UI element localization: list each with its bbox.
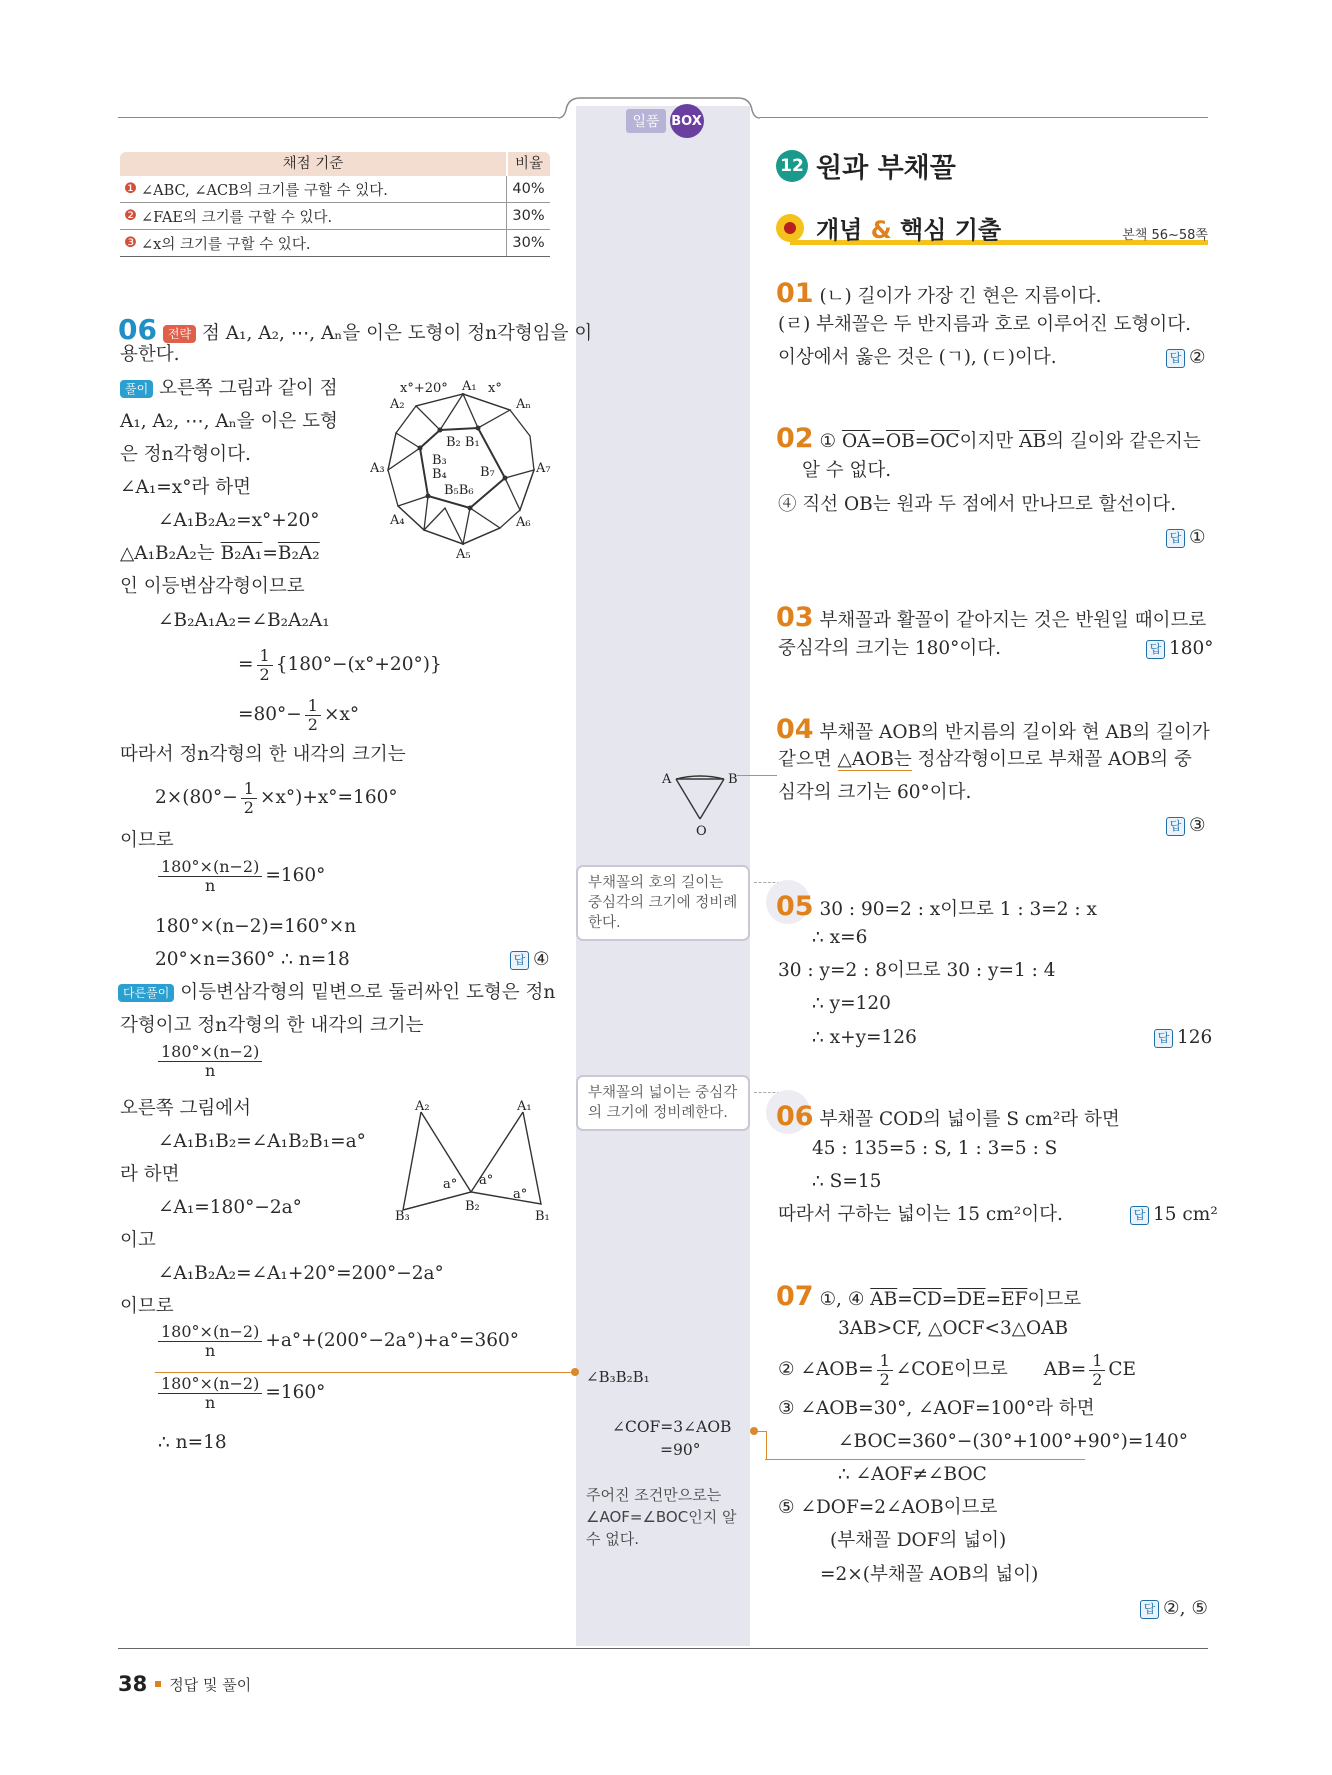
q01-line: (ㄴ) 길이가 가장 긴 현은 지름이다.	[819, 286, 1102, 307]
fig2-label: A₂	[415, 1100, 430, 1114]
text: 이므로	[1027, 1289, 1082, 1310]
answer-05	[1154, 1029, 1212, 1048]
text: =	[238, 653, 254, 675]
text: CE	[1108, 1358, 1137, 1380]
fig1-label: A₅	[456, 547, 471, 558]
alt-line: ∠A₁B₁B₂=∠A₁B₂B₁=a°	[158, 1131, 366, 1152]
solution-line	[238, 647, 442, 683]
score-row-pct: 40%	[512, 181, 545, 197]
answer-icon: 답	[1130, 1206, 1149, 1225]
triangles-figure	[395, 1100, 555, 1220]
fig2-label: a°	[479, 1173, 494, 1188]
answer-03	[1146, 640, 1214, 659]
solution-line: ∠B₂A₁A₂=∠B₂A₂A₁	[158, 610, 330, 631]
answer-value: 15 cm²	[1153, 1204, 1218, 1226]
q02-line: ④ 직선 OB는 원과 두 점에서 만나므로 할선이다.	[778, 494, 1177, 515]
solution-line	[120, 545, 320, 564]
text: =	[262, 543, 278, 564]
segment: $\overline{OB}$	[885, 431, 915, 452]
question-number: 06	[776, 1101, 814, 1132]
problem-06-header	[118, 313, 593, 346]
numerator: 1	[877, 1352, 893, 1371]
answer-icon: 답	[1140, 1600, 1159, 1619]
alt-line: ∠A₁B₂A₂=∠A₁+20°=200°−2a°	[158, 1263, 444, 1284]
fig3-label: B	[728, 772, 738, 787]
sector-figure	[660, 765, 740, 840]
score-row	[120, 176, 550, 203]
q02-line: 알 수 없다.	[802, 460, 892, 481]
text: ①	[819, 431, 842, 452]
fig2-label: A₁	[517, 1100, 532, 1114]
q05-line: 30 : 90=2 : x이므로 1 : 3=2 : x	[819, 899, 1097, 920]
solution-line: 따라서 정n각형의 한 내각의 크기는	[120, 744, 406, 765]
fig1-label: A₂	[390, 397, 405, 412]
score-row-num: ❷	[124, 208, 137, 224]
alt-line: 이고	[120, 1230, 156, 1251]
segment: $\overline{DE}$	[957, 1289, 986, 1310]
solution-line: 오른쪽 그림과 같이 점	[159, 378, 338, 399]
q06-line: ∴ S=15	[812, 1171, 882, 1192]
segment: $\overline{AB}$	[1019, 431, 1047, 452]
denominator: 2	[1092, 1369, 1103, 1389]
numerator: 180°×(n−2)	[158, 858, 262, 877]
answer-icon: 답	[1146, 640, 1165, 659]
text: ①, ④	[819, 1289, 871, 1310]
leader-line	[754, 1431, 767, 1460]
numerator: 1	[241, 780, 257, 799]
text: 이지만	[959, 431, 1020, 452]
denominator: n	[205, 1060, 216, 1080]
score-header-criteria: 채점 기준	[120, 152, 506, 176]
fig1-label: A₄	[390, 513, 405, 528]
section-number: 12	[776, 150, 808, 182]
q07-line: ③ ∠AOB=30°, ∠AOF=100°라 하면	[778, 1398, 1095, 1419]
box-label-badge: BOX	[670, 104, 704, 138]
text: AB=	[1043, 1358, 1087, 1380]
q03-line: 중심각의 크기는 180°이다.	[778, 638, 1002, 659]
denominator: 2	[879, 1369, 890, 1389]
q04-line: 심각의 크기는 60°이다.	[778, 782, 972, 803]
top-rule-right	[760, 117, 1208, 118]
text: 의 길이와 같은지는	[1046, 431, 1201, 452]
q06-line: 따라서 구하는 넓이는 15 cm²이다.	[778, 1204, 1063, 1225]
question-number: 04	[776, 714, 814, 745]
text: +a°+(200°−2a°)+a°=360°	[265, 1329, 519, 1351]
fig3-label: A	[662, 772, 672, 787]
numerator: 1	[257, 647, 273, 666]
solution-line: ∠A₁B₂A₂=x°+20°	[158, 510, 320, 531]
solution-line: 이므로	[120, 830, 174, 851]
note-angle: ∠B₃B₂B₁	[586, 1368, 650, 1386]
strategy-badge: 전략	[163, 325, 196, 343]
text: =160°	[265, 1381, 326, 1403]
solution-line	[155, 858, 325, 894]
answer-04	[1166, 817, 1206, 836]
alt-line	[155, 1043, 265, 1079]
leader-line	[765, 1459, 1085, 1460]
q07-line: 3AB>CF, △OCF<3△OAB	[838, 1318, 1069, 1339]
page-number: 38	[118, 1672, 148, 1696]
alt-line: ∠A₁=180°−2a°	[158, 1197, 302, 1218]
fig1-label: A₁	[462, 379, 477, 394]
alt-line: ∴ n=18	[158, 1432, 227, 1453]
banner-word: 핵심 기출	[900, 216, 1002, 244]
leader-dot	[571, 1368, 579, 1376]
text: =160°	[265, 864, 326, 886]
denominator: 2	[307, 714, 318, 734]
fig1-label: B₄	[432, 467, 447, 482]
note-arc-length: 부채꼴의 호의 길이는 중심각의 크기에 정비례한다.	[576, 865, 750, 941]
text: =80°−	[238, 703, 302, 725]
score-row-num: ❸	[124, 235, 137, 251]
answer-icon: 답	[1166, 817, 1185, 836]
footer	[118, 1672, 251, 1696]
problem-number: 06	[118, 313, 157, 346]
segment: $\overline{OA}$	[841, 431, 871, 452]
answer-icon: 답	[1154, 1029, 1173, 1048]
question-number: 03	[776, 602, 814, 633]
top-rule-left	[118, 117, 558, 118]
answer-02	[1166, 529, 1206, 548]
q07-line: ∴ ∠AOF≠∠BOC	[838, 1464, 987, 1485]
q01-line: (ㄹ) 부채꼴은 두 반지름과 호로 이루어진 도형이다.	[778, 314, 1192, 335]
footer-rule	[118, 1648, 1208, 1649]
fig2-label: B₃	[395, 1209, 410, 1220]
numerator: 180°×(n−2)	[158, 1375, 262, 1394]
text: △A₁B₂A₂는	[120, 543, 215, 564]
q05-line: ∴ x+y=126	[812, 1027, 917, 1048]
solution-line: 인 이등변삼각형이므로	[120, 576, 305, 597]
banner-title	[816, 210, 1001, 245]
solution-badge: 풀이	[120, 380, 153, 398]
q06-line: 45 : 135=5 : S, 1 : 3=5 : S	[812, 1138, 1058, 1159]
text: ② ∠AOB=	[778, 1358, 874, 1380]
numerator: 180°×(n−2)	[158, 1043, 262, 1062]
q07-line: ⑤ ∠DOF=2∠AOB이므로	[778, 1497, 998, 1518]
score-row-pct: 30%	[512, 208, 545, 224]
segment: $\overline{EF}$	[1001, 1289, 1028, 1310]
solution-line	[238, 697, 359, 733]
answer-value: ①	[1189, 527, 1206, 549]
fig1-label: B₇	[480, 465, 495, 480]
question-number: 01	[776, 278, 814, 309]
segment: B₂A₂	[277, 543, 320, 564]
banner-dot-inner	[784, 222, 796, 234]
q03-line: 부채꼴과 활꼴이 같아지는 것은 반원일 때이므로	[819, 610, 1207, 631]
note-area: 부채꼴의 넓이는 중심각의 크기에 정비례한다.	[576, 1075, 750, 1131]
fig1-label: x°	[488, 381, 502, 396]
q07-line: ∠BOC=360°−(30°+100°+90°)=140°	[838, 1431, 1188, 1452]
leader-line	[737, 775, 777, 776]
solution-line: ∠A₁=x°라 하면	[120, 477, 251, 498]
q07-line: (부채꼴 DOF의 넓이)	[830, 1530, 1007, 1551]
banner-word: 개념	[816, 216, 863, 244]
numerator: 1	[305, 697, 321, 716]
q05-line: ∴ y=120	[812, 993, 891, 1014]
answer-value: ④	[533, 949, 550, 971]
concept-banner	[776, 210, 1208, 246]
text: =	[897, 1289, 913, 1310]
numerator: 180°×(n−2)	[158, 1323, 262, 1342]
strategy-text-cont: 용한다.	[120, 344, 180, 365]
note-cof-value: =90°	[660, 1441, 701, 1459]
fig2-label: a°	[513, 1187, 528, 1202]
answer-icon: 답	[510, 951, 529, 970]
note-aof: 주어진 조건만으로는 ∠AOF=∠BOC인지 알 수 없다.	[586, 1486, 737, 1548]
fig1-label: Aₙ	[516, 397, 532, 412]
answer-01	[1166, 349, 1206, 368]
numerator: 1	[1089, 1352, 1105, 1371]
score-row-pct: 30%	[512, 235, 545, 251]
banner-amp: &	[870, 216, 892, 244]
score-table-header	[120, 152, 550, 176]
fig1-label: A₇	[536, 461, 551, 476]
denominator: n	[205, 1392, 216, 1412]
q04-line	[778, 751, 1192, 770]
answer-value: ③	[1189, 815, 1206, 837]
text: ×x°)+x°=160°	[259, 786, 398, 808]
text: ×x°	[323, 703, 360, 725]
question-number: 07	[776, 1281, 814, 1312]
q05-line: 30 : y=2 : 8이므로 30 : y=1 : 4	[778, 960, 1056, 981]
polygon-figure	[370, 378, 556, 558]
answer-icon: 답	[1166, 349, 1185, 368]
leader-line	[155, 1372, 575, 1373]
answer-06-right	[1130, 1206, 1218, 1225]
alt-line: 이므로	[120, 1296, 174, 1317]
text: =	[941, 1289, 958, 1310]
fig1-label: A₃	[370, 461, 385, 476]
answer-value: ②, ⑤	[1163, 1598, 1208, 1620]
answer-value: 126	[1177, 1027, 1213, 1049]
alt-line	[155, 1375, 325, 1411]
alt-line: 라 하면	[120, 1164, 180, 1185]
strategy-text: 점 A₁, A₂, ⋯, Aₙ을 이은 도형이 정n각형임을 이	[201, 323, 593, 344]
segment: $\overline{CD}$	[912, 1289, 942, 1310]
text: △AOB는	[837, 749, 912, 770]
q01-line: 이상에서 옳은 것은 (ㄱ), (ㄷ)이다.	[778, 347, 1057, 368]
fig2-label: a°	[443, 1177, 458, 1192]
text: =	[914, 431, 931, 452]
denominator: n	[205, 875, 216, 895]
note-cof: ∠COF=3∠AOB	[612, 1418, 732, 1436]
answer-07	[1140, 1600, 1208, 1619]
box-label-prefix: 일품	[626, 109, 665, 133]
answer-value: ②	[1189, 347, 1206, 369]
answer-value: 180°	[1169, 638, 1214, 660]
text: =	[870, 431, 886, 452]
score-row-num: ❶	[124, 181, 137, 197]
section-header	[776, 146, 956, 185]
q04-line: 부채꼴 AOB의 반지름의 길이와 현 AB의 길이가	[819, 722, 1210, 743]
fig1-label: B₂ B₁	[446, 435, 480, 450]
text: 2×(80°−	[155, 786, 238, 808]
q07-line: =2×(부채꼴 AOB의 넓이)	[820, 1564, 1039, 1585]
text: =	[985, 1289, 1002, 1310]
score-table	[120, 152, 550, 257]
solution-line: A₁, A₂, ⋯, Aₙ을 이은 도형	[120, 411, 338, 432]
score-row	[120, 203, 550, 230]
fig1-label: x°+20°	[400, 381, 448, 396]
text: 정삼각형이므로 부채꼴 AOB의 중	[911, 749, 1192, 770]
solution-line	[155, 780, 398, 816]
q06-line: 부채꼴 COD의 넓이를 S cm²라 하면	[819, 1109, 1120, 1130]
text: {180°−(x°+20°)}	[275, 653, 442, 675]
question-number: 02	[776, 423, 814, 454]
alt-line: 각형이고 정n각형의 한 내각의 크기는	[120, 1015, 424, 1036]
segment: $\overline{OC}$	[930, 431, 960, 452]
score-header-ratio: 비율	[508, 152, 550, 176]
page-reference: 본책 56~58쪽	[1122, 228, 1208, 243]
denominator: n	[205, 1340, 216, 1360]
answer-icon: 답	[1166, 529, 1185, 548]
q07-line	[776, 1283, 1081, 1310]
fig2-label: B₂	[465, 1199, 480, 1214]
question-number: 05	[776, 891, 814, 922]
text: ∠COE이므로	[895, 1358, 1008, 1380]
fig1-label: B₃	[432, 453, 447, 468]
solution-line: 20°×n=360° ∴ n=18	[155, 949, 350, 970]
alt-solution-badge: 다른풀이	[118, 984, 174, 1002]
solution-line: 은 정n각형이다.	[120, 444, 251, 465]
denominator: 2	[243, 797, 254, 817]
score-row-text: ∠ABC, ∠ACB의 크기를 구할 수 있다.	[141, 182, 388, 199]
alt-line: 이등변삼각형의 밑변으로 둘러싸인 도형은 정n	[180, 982, 556, 1003]
fig1-label: A₆	[516, 515, 531, 530]
section-title: 원과 부채꼴	[816, 153, 956, 184]
q07-line	[778, 1352, 1136, 1388]
q02-line	[776, 425, 1201, 452]
fig3-label: O	[696, 824, 707, 839]
segment: $\overline{AB}$	[870, 1289, 898, 1310]
footer-title: 정답 및 풀이	[169, 1675, 252, 1694]
box-label	[600, 106, 730, 136]
q05-line: ∴ x=6	[812, 927, 868, 948]
score-row-text: ∠x의 크기를 구할 수 있다.	[141, 236, 311, 253]
denominator: 2	[259, 664, 270, 684]
answer-06	[510, 951, 550, 970]
solution-line: 180°×(n−2)=160°×n	[155, 916, 357, 937]
footer-bullet	[155, 1681, 161, 1687]
alt-line	[155, 1323, 519, 1359]
score-row	[120, 230, 550, 257]
text: 같으면	[778, 749, 838, 770]
score-row-text: ∠FAE의 크기를 구할 수 있다.	[141, 209, 333, 226]
fig2-label: B₁	[535, 1209, 550, 1220]
segment: B₂A₁	[220, 543, 263, 564]
alt-line: 오른쪽 그림에서	[120, 1098, 251, 1119]
fig1-label: B₅B₆	[444, 483, 474, 498]
